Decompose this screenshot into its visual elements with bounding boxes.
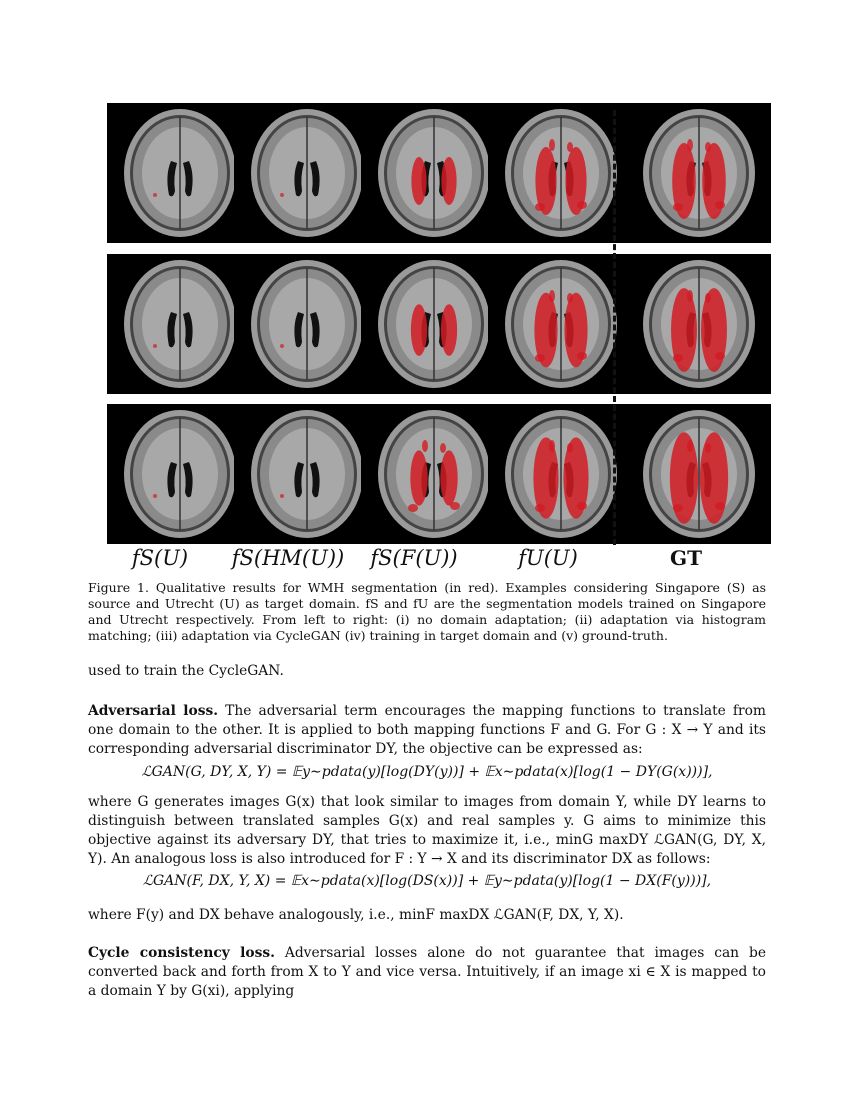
paragraph-continuation: used to train the CycleGAN. [88,663,284,679]
mri-slice-r1-c3 [361,103,506,243]
paragraph-analogous: where F(y) and DX behave analogously, i.e., minF maxDX ℒGAN(F, DX, Y, X). [88,907,624,923]
mri-slice-r3-c1 [107,404,252,544]
adversarial-text: The adversarial term encourages the mapping functions to translate from one domain to the other. It is applied to both mapping functions F and G. For G : X → Y and its corresponding adversarial discriminator DY, the objective can be expressed as: [88,703,767,757]
mri-slice-r3-c2 [234,404,379,544]
paragraph-cycle-consistency [88,944,766,1001]
mri-slice-r2-c4 [488,254,633,394]
col-label-fs-u: fS(U) [131,546,189,570]
mri-slice-r3-c3 [361,404,506,544]
dashed-divider [613,110,616,545]
mri-slice-r2-c5 [626,254,771,394]
heading-cycle-consistency: Cycle consistency loss. [88,945,275,961]
mri-slice-r2-c2 [234,254,379,394]
mri-slice-r1-c2 [234,103,379,243]
col-label-gt: GT [670,546,702,570]
paragraph-adversarial-loss [88,702,766,759]
paragraph-discriminator: where G generates images G(x) that look similar to images from domain Y, while DY learns to distinguish between translated samples G(x) and real samples y. G aims to minimize this objective against its adversary DY, that tries to maximize it, i.e., minG maxDY ℒGAN(G, DY, X, Y). An analogous loss is also introduced for F : Y → X and its discriminator DX as follows: [88,794,766,867]
mri-slice-r2-c3 [361,254,506,394]
mri-slice-r1-c1 [107,103,252,243]
mri-slice-r1-c5 [626,103,771,243]
heading-adversarial-loss: Adversarial loss. [88,703,219,719]
col-label-fs-f-u: fS(F(U)) [370,546,458,570]
figure-caption: Figure 1. Qualitative results for WMH segmentation (in red). Examples considering Singapore (S) as source and Utrecht (U) as target domain. fS and fU are the segmentation models trained on Singapore and Utrecht respectively. From left to right: (i) no domain adaptation; (ii) adaptation via histogram matching; (iii) adaptation via CycleGAN (iv) training in target domain and (v) ground-truth. [88,580,766,643]
mri-slice-r3-c5 [626,404,771,544]
equation-1: ℒGAN(G, DY, X, Y) = 𝔼y∼pdata(y)[log(DY(y))] + 𝔼x∼pdata(x)[log(1 − DY(G(x)))], [141,764,713,780]
mri-slice-r3-c4 [488,404,633,544]
col-label-fu-u: fU(U) [518,546,578,570]
equation-2: ℒGAN(F, DX, Y, X) = 𝔼x∼pdata(x)[log(DS(x))] + 𝔼y∼pdata(y)[log(1 − DX(F(y)))], [142,873,712,889]
mri-slice-r1-c4 [488,103,633,243]
cycle-consistency-text: Adversarial losses alone do not guarantee that images can be converted back and forth from X to Y and vice versa. Intuitively, if an image xi ∈ X is mapped to a domain Y by G(xi), applying [88,945,766,999]
col-label-fs-hm-u: fS(HM(U)) [231,546,345,570]
mri-slice-r2-c1 [107,254,252,394]
